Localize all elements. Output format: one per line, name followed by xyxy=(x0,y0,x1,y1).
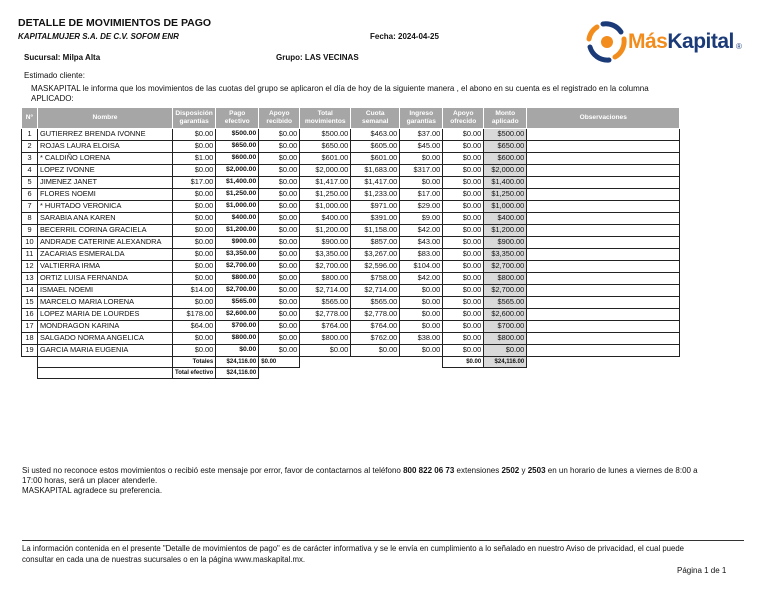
amount-cell: $17.00 xyxy=(400,189,443,201)
member-name: JIMENEZ JANET xyxy=(38,177,173,189)
registered-mark: ® xyxy=(736,42,742,51)
member-name: ZACARIAS ESMERALDA xyxy=(38,249,173,261)
amount-cell: $0.00 xyxy=(259,297,300,309)
amount-cell: $178.00 xyxy=(173,309,216,321)
row-number: 13 xyxy=(22,273,38,285)
blank-cell xyxy=(400,368,443,379)
amount-cell: $0.00 xyxy=(300,345,351,357)
row-number: 2 xyxy=(22,141,38,153)
amount-cell: $0.00 xyxy=(259,201,300,213)
amount-cell: $0.00 xyxy=(443,285,484,297)
movements-table xyxy=(21,107,680,379)
table-header-row xyxy=(22,108,680,129)
amount-cell: $0.00 xyxy=(173,225,216,237)
total-efectivo-label: Total efectivo xyxy=(173,368,216,379)
amount-cell: $17.00 xyxy=(173,177,216,189)
amount-cell: $0.00 xyxy=(400,153,443,165)
row-number: 12 xyxy=(22,261,38,273)
amount-cell: $0.00 xyxy=(173,345,216,357)
amount-cell: $700.00 xyxy=(216,321,259,333)
table-row xyxy=(22,273,680,285)
table-row xyxy=(22,213,680,225)
blank-cell xyxy=(400,357,443,368)
amount-cell: $0.00 xyxy=(443,321,484,333)
member-name: VALTIERRA IRMA xyxy=(38,261,173,273)
amount-cell: $800.00 xyxy=(216,333,259,345)
amount-cell: $0.00 xyxy=(443,201,484,213)
amount-cell: $650.00 xyxy=(484,141,527,153)
amount-cell: $0.00 xyxy=(259,333,300,345)
amount-cell: $2,700.00 xyxy=(484,285,527,297)
legal-notice: La información contenida en el presente "Detalle de movimientos de pago" es de carácter informativa y se le envía en cumplimiento a lo señalado en nuestro Aviso de privacidad, el cual puede consultar en cada una de nuestras sucursales o en la página www.maskapital.mx. xyxy=(22,544,685,564)
amount-cell: $0.00 xyxy=(259,129,300,141)
amount-cell: $0.00 xyxy=(400,297,443,309)
member-name: SALGADO NORMA ANGELICA xyxy=(38,333,173,345)
observations-cell xyxy=(527,129,680,141)
amount-cell: $605.00 xyxy=(351,141,400,153)
observations-cell xyxy=(527,153,680,165)
amount-cell: $391.00 xyxy=(351,213,400,225)
row-number: 16 xyxy=(22,309,38,321)
blank-cell xyxy=(351,368,400,379)
observations-cell xyxy=(527,177,680,189)
amount-cell: $14.00 xyxy=(173,285,216,297)
member-name: MARCELO MARIA LORENA xyxy=(38,297,173,309)
intro-paragraph: MASKAPITAL le informa que los movimientos de las cuotas del grupo se aplicaron el día de hoy de la siguiente manera , el abono en su cuenta es el registrado en la columna APLICADO: xyxy=(31,84,649,103)
blank-cell xyxy=(22,357,38,368)
amount-cell: $0.00 xyxy=(259,177,300,189)
row-number: 14 xyxy=(22,285,38,297)
observations-cell xyxy=(527,309,680,321)
row-number: 9 xyxy=(22,225,38,237)
amount-cell: $1,400.00 xyxy=(216,177,259,189)
amount-cell: $1,250.00 xyxy=(300,189,351,201)
table-row xyxy=(22,321,680,333)
amount-cell: $600.00 xyxy=(484,153,527,165)
amount-cell: $0.00 xyxy=(443,249,484,261)
amount-cell: $0.00 xyxy=(259,213,300,225)
amount-cell: $0.00 xyxy=(173,165,216,177)
observations-cell xyxy=(527,165,680,177)
amount-cell: $0.00 xyxy=(259,261,300,273)
column-header: Apoyo recibido xyxy=(259,108,300,129)
table-row xyxy=(22,333,680,345)
amount-cell: $0.00 xyxy=(259,285,300,297)
amount-cell: $400.00 xyxy=(484,213,527,225)
blank-cell xyxy=(527,368,680,379)
amount-cell: $3,267.00 xyxy=(351,249,400,261)
table-row xyxy=(22,129,680,141)
amount-cell: $400.00 xyxy=(300,213,351,225)
amount-cell: $104.00 xyxy=(400,261,443,273)
totals-apoyo: $0.00 xyxy=(259,357,300,368)
observations-cell xyxy=(527,285,680,297)
amount-cell: $1,683.00 xyxy=(351,165,400,177)
observations-cell xyxy=(527,345,680,357)
table-row xyxy=(22,237,680,249)
blank-cell xyxy=(300,357,351,368)
thanks-text: MASKAPITAL agradece su preferencia. xyxy=(22,486,163,495)
amount-cell: $700.00 xyxy=(484,321,527,333)
table-row xyxy=(22,309,680,321)
table-row xyxy=(22,345,680,357)
amount-cell: $764.00 xyxy=(300,321,351,333)
amount-cell: $0.00 xyxy=(259,141,300,153)
table-row xyxy=(22,165,680,177)
amount-cell: $900.00 xyxy=(216,237,259,249)
amount-cell: $0.00 xyxy=(259,225,300,237)
branch-label: Sucursal: Milpa Alta xyxy=(24,53,101,62)
amount-cell: $1.00 xyxy=(173,153,216,165)
amount-cell: $0.00 xyxy=(259,309,300,321)
amount-cell: $0.00 xyxy=(443,261,484,273)
blank-cell xyxy=(484,368,527,379)
amount-cell: $0.00 xyxy=(400,177,443,189)
amount-cell: $9.00 xyxy=(400,213,443,225)
amount-cell: $2,700.00 xyxy=(216,285,259,297)
amount-cell: $0.00 xyxy=(259,153,300,165)
amount-cell: $0.00 xyxy=(443,273,484,285)
row-number: 15 xyxy=(22,297,38,309)
amount-cell: $0.00 xyxy=(173,297,216,309)
amount-cell: $0.00 xyxy=(259,345,300,357)
amount-cell: $0.00 xyxy=(400,285,443,297)
totals-apoyo-ofrecido: $0.00 xyxy=(443,357,484,368)
amount-cell: $0.00 xyxy=(443,309,484,321)
total-efectivo-row xyxy=(22,368,680,379)
table-row xyxy=(22,249,680,261)
amount-cell: $800.00 xyxy=(216,273,259,285)
phone-number: 800 822 06 73 xyxy=(403,466,455,475)
amount-cell: $565.00 xyxy=(484,297,527,309)
amount-cell: $3,350.00 xyxy=(300,249,351,261)
blank-cell xyxy=(351,357,400,368)
observations-cell xyxy=(527,189,680,201)
member-name: * CALDIÑO LORENA xyxy=(38,153,173,165)
amount-cell: $64.00 xyxy=(173,321,216,333)
observations-cell xyxy=(527,297,680,309)
table-row xyxy=(22,189,680,201)
amount-cell: $764.00 xyxy=(351,321,400,333)
amount-cell: $2,714.00 xyxy=(300,285,351,297)
amount-cell: $565.00 xyxy=(216,297,259,309)
amount-cell: $0.00 xyxy=(443,165,484,177)
amount-cell: $1,000.00 xyxy=(484,201,527,213)
observations-cell xyxy=(527,225,680,237)
amount-cell: $0.00 xyxy=(173,189,216,201)
amount-cell: $2,000.00 xyxy=(300,165,351,177)
footer-divider xyxy=(22,540,744,541)
amount-cell: $83.00 xyxy=(400,249,443,261)
amount-cell: $800.00 xyxy=(300,333,351,345)
row-number: 11 xyxy=(22,249,38,261)
amount-cell: $1,250.00 xyxy=(484,189,527,201)
amount-cell: $0.00 xyxy=(173,129,216,141)
row-number: 3 xyxy=(22,153,38,165)
amount-cell: $317.00 xyxy=(400,165,443,177)
row-number: 1 xyxy=(22,129,38,141)
member-name: ROJAS LAURA ELOISA xyxy=(38,141,173,153)
amount-cell: $1,417.00 xyxy=(351,177,400,189)
total-efectivo-value: $24,116.00 xyxy=(216,368,259,379)
amount-cell: $800.00 xyxy=(300,273,351,285)
page-number: Página 1 de 1 xyxy=(677,566,727,575)
column-header: N° xyxy=(22,108,38,129)
table-row xyxy=(22,177,680,189)
amount-cell: $42.00 xyxy=(400,225,443,237)
row-number: 7 xyxy=(22,201,38,213)
amount-cell: $1,417.00 xyxy=(300,177,351,189)
member-name: GARCIA MARIA EUGENIA xyxy=(38,345,173,357)
group-label: Grupo: LAS VECINAS xyxy=(276,53,359,62)
amount-cell: $758.00 xyxy=(351,273,400,285)
amount-cell: $762.00 xyxy=(351,333,400,345)
blank-cell xyxy=(22,368,38,379)
member-name: GUTIERREZ BRENDA IVONNE xyxy=(38,129,173,141)
amount-cell: $2,778.00 xyxy=(351,309,400,321)
amount-cell: $37.00 xyxy=(400,129,443,141)
row-number: 10 xyxy=(22,237,38,249)
amount-cell: $0.00 xyxy=(443,297,484,309)
member-name: MONDRAGON KARINA xyxy=(38,321,173,333)
amount-cell: $2,778.00 xyxy=(300,309,351,321)
amount-cell: $0.00 xyxy=(216,345,259,357)
member-name: * HURTADO VERONICA xyxy=(38,201,173,213)
observations-cell xyxy=(527,261,680,273)
amount-cell: $1,000.00 xyxy=(300,201,351,213)
amount-cell: $601.00 xyxy=(300,153,351,165)
amount-cell: $500.00 xyxy=(216,129,259,141)
amount-cell: $800.00 xyxy=(484,273,527,285)
amount-cell: $400.00 xyxy=(216,213,259,225)
amount-cell: $2,596.00 xyxy=(351,261,400,273)
table-row xyxy=(22,201,680,213)
contact-note: Si usted no reconoce estos movimientos o recibió este mensaje por error, favor de contactarnos al teléfono 800 822 06 73 extensiones 2502 y 2503 en un horario de lunes a viernes de 8:00 a 17:00 horas, será un placer atenderle. MASKAPITAL agradece su preferencia. xyxy=(22,466,698,495)
company-name: KAPITALMUJER S.A. DE C.V. SOFOM ENR xyxy=(18,32,179,41)
amount-cell: $0.00 xyxy=(173,273,216,285)
member-name: FLORES NOEMI xyxy=(38,189,173,201)
observations-cell xyxy=(527,333,680,345)
row-number: 18 xyxy=(22,333,38,345)
row-number: 6 xyxy=(22,189,38,201)
amount-cell: $0.00 xyxy=(443,237,484,249)
amount-cell: $2,600.00 xyxy=(216,309,259,321)
blank-cell xyxy=(443,368,484,379)
amount-cell: $38.00 xyxy=(400,333,443,345)
table-row xyxy=(22,261,680,273)
blank-cell xyxy=(38,368,173,379)
row-number: 8 xyxy=(22,213,38,225)
amount-cell: $0.00 xyxy=(443,177,484,189)
table-row xyxy=(22,285,680,297)
column-header: Ingreso garantías xyxy=(400,108,443,129)
amount-cell: $0.00 xyxy=(259,189,300,201)
observations-cell xyxy=(527,321,680,333)
observations-cell xyxy=(527,201,680,213)
observations-cell xyxy=(527,213,680,225)
observations-cell xyxy=(527,273,680,285)
amount-cell: $0.00 xyxy=(443,141,484,153)
amount-cell: $2,700.00 xyxy=(484,261,527,273)
amount-cell: $600.00 xyxy=(216,153,259,165)
amount-cell: $650.00 xyxy=(216,141,259,153)
column-header: Disposición garantías xyxy=(173,108,216,129)
amount-cell: $0.00 xyxy=(259,249,300,261)
document-title: DETALLE DE MOVIMIENTOS DE PAGO xyxy=(18,17,212,29)
amount-cell: $0.00 xyxy=(173,333,216,345)
amount-cell: $2,700.00 xyxy=(300,261,351,273)
member-name: SARABIA ANA KAREN xyxy=(38,213,173,225)
amount-cell: $1,158.00 xyxy=(351,225,400,237)
amount-cell: $2,700.00 xyxy=(216,261,259,273)
amount-cell: $0.00 xyxy=(400,309,443,321)
row-number: 4 xyxy=(22,165,38,177)
amount-cell: $45.00 xyxy=(400,141,443,153)
observations-cell xyxy=(527,249,680,261)
amount-cell: $1,200.00 xyxy=(300,225,351,237)
blank-cell xyxy=(38,357,173,368)
amount-cell: $29.00 xyxy=(400,201,443,213)
amount-cell: $0.00 xyxy=(173,213,216,225)
member-name: LOPEZ IVONNE xyxy=(38,165,173,177)
amount-cell: $2,600.00 xyxy=(484,309,527,321)
date-label: Fecha: 2024-04-25 xyxy=(370,32,439,41)
blank-cell xyxy=(300,368,351,379)
amount-cell: $900.00 xyxy=(300,237,351,249)
amount-cell: $463.00 xyxy=(351,129,400,141)
amount-cell: $2,714.00 xyxy=(351,285,400,297)
amount-cell: $857.00 xyxy=(351,237,400,249)
amount-cell: $0.00 xyxy=(173,141,216,153)
amount-cell: $800.00 xyxy=(484,333,527,345)
amount-cell: $1,233.00 xyxy=(351,189,400,201)
amount-cell: $0.00 xyxy=(443,225,484,237)
amount-cell: $1,200.00 xyxy=(484,225,527,237)
blank-cell xyxy=(259,368,300,379)
amount-cell: $0.00 xyxy=(443,333,484,345)
table-row xyxy=(22,225,680,237)
amount-cell: $1,250.00 xyxy=(216,189,259,201)
column-header: Total movimientos xyxy=(300,108,351,129)
amount-cell: $0.00 xyxy=(400,345,443,357)
amount-cell: $1,200.00 xyxy=(216,225,259,237)
amount-cell: $0.00 xyxy=(173,201,216,213)
totals-row xyxy=(22,357,680,368)
amount-cell: $971.00 xyxy=(351,201,400,213)
amount-cell: $565.00 xyxy=(300,297,351,309)
amount-cell: $500.00 xyxy=(484,129,527,141)
amount-cell: $0.00 xyxy=(443,345,484,357)
amount-cell: $0.00 xyxy=(443,213,484,225)
observations-cell xyxy=(527,237,680,249)
totals-label: Totales xyxy=(173,357,216,368)
member-name: LOPEZ MARIA DE LOURDES xyxy=(38,309,173,321)
amount-cell: $601.00 xyxy=(351,153,400,165)
table-row xyxy=(22,297,680,309)
row-number: 5 xyxy=(22,177,38,189)
amount-cell: $650.00 xyxy=(300,141,351,153)
totals-pago: $24,116.00 xyxy=(216,357,259,368)
blank-cell xyxy=(527,357,680,368)
amount-cell: $0.00 xyxy=(259,165,300,177)
totals-monto: $24,116.00 xyxy=(484,357,527,368)
amount-cell: $1,000.00 xyxy=(216,201,259,213)
column-header: Monto aplicado xyxy=(484,108,527,129)
amount-cell: $0.00 xyxy=(400,321,443,333)
logo-wordmark: MásKapital xyxy=(628,30,734,53)
amount-cell: $43.00 xyxy=(400,237,443,249)
amount-cell: $900.00 xyxy=(484,237,527,249)
member-name: ORTIZ LUISA FERNANDA xyxy=(38,273,173,285)
amount-cell: $3,350.00 xyxy=(216,249,259,261)
column-header: Observaciones xyxy=(527,108,680,129)
amount-cell: $0.00 xyxy=(443,189,484,201)
amount-cell: $0.00 xyxy=(443,129,484,141)
amount-cell: $0.00 xyxy=(173,249,216,261)
greeting: Estimado cliente: xyxy=(24,71,85,80)
column-header: Pago efectivo xyxy=(216,108,259,129)
amount-cell: $0.00 xyxy=(173,237,216,249)
row-number: 19 xyxy=(22,345,38,357)
observations-cell xyxy=(527,141,680,153)
amount-cell: $0.00 xyxy=(484,345,527,357)
amount-cell: $2,000.00 xyxy=(216,165,259,177)
amount-cell: $0.00 xyxy=(351,345,400,357)
column-header: Cuota semanal xyxy=(351,108,400,129)
member-name: BECERRIL CORINA GRACIELA xyxy=(38,225,173,237)
amount-cell: $0.00 xyxy=(443,153,484,165)
amount-cell: $3,350.00 xyxy=(484,249,527,261)
amount-cell: $0.00 xyxy=(259,273,300,285)
amount-cell: $0.00 xyxy=(173,261,216,273)
amount-cell: $42.00 xyxy=(400,273,443,285)
amount-cell: $0.00 xyxy=(259,321,300,333)
row-number: 17 xyxy=(22,321,38,333)
member-name: ANDRADE CATERINE ALEXANDRA xyxy=(38,237,173,249)
amount-cell: $1,400.00 xyxy=(484,177,527,189)
table-row xyxy=(22,141,680,153)
amount-cell: $2,000.00 xyxy=(484,165,527,177)
amount-cell: $0.00 xyxy=(259,237,300,249)
table-row xyxy=(22,153,680,165)
column-header: Nombre xyxy=(38,108,173,129)
column-header: Apoyo ofrecido xyxy=(443,108,484,129)
member-name: ISMAEL NOEMI xyxy=(38,285,173,297)
amount-cell: $500.00 xyxy=(300,129,351,141)
amount-cell: $565.00 xyxy=(351,297,400,309)
